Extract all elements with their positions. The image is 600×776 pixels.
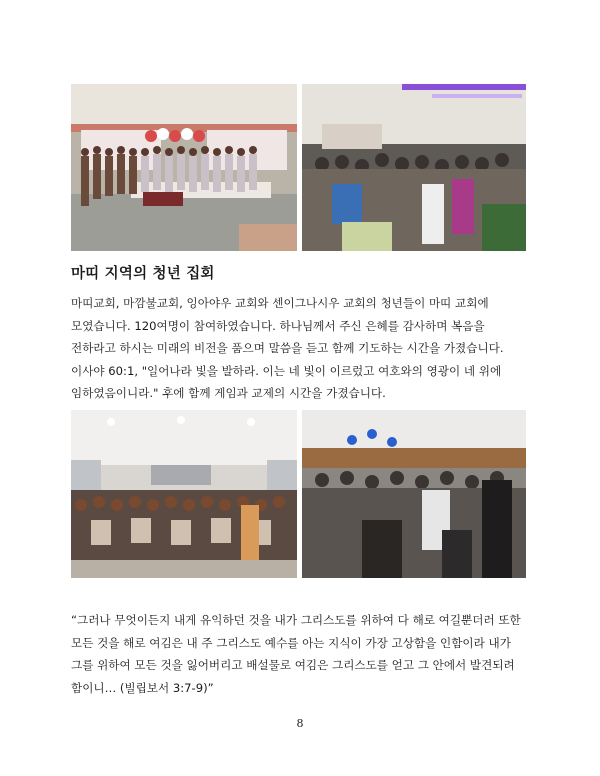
page-number: 8 bbox=[296, 717, 304, 730]
section-heading: 마띠 지역의 청년 집회 bbox=[71, 266, 215, 282]
scripture-quote bbox=[71, 609, 529, 699]
section-body bbox=[71, 292, 529, 405]
body-line: 이사야 60:1, "일어나라 빛을 발하라. 이는 네 빛이 이르렀고 여호와의 영광이 네 위에 bbox=[71, 363, 502, 378]
body-line: 마띠교회, 마깜불교회, 잉아야우 교회와 센이그나시우 교회의 청년들이 마띠 교회에 bbox=[71, 296, 489, 310]
quote-line: 함이니… (빌립보서 3:7-9)” bbox=[71, 680, 214, 695]
photo-youth-group-on-stage bbox=[71, 84, 297, 251]
quote-line: “그러나 무엇이든지 내게 유익하던 것을 내가 그리스도를 위하여 다 해로 여길뿐더러 또한 bbox=[71, 613, 521, 627]
body-line: 임하였음이니라." 후에 함께 게임과 교제의 시간을 가졌습니다. bbox=[71, 386, 386, 400]
photo-large-group-photo bbox=[71, 410, 297, 578]
quote-line: 모든 것을 해로 여김은 내 주 그리스도 예수를 아는 지식이 가장 고상함을 인함이라 내가 bbox=[71, 635, 511, 650]
quote-line: 그를 위하여 모든 것을 잃어버리고 배설물로 여김은 그리스도를 얻고 그 안에서 발견되려 bbox=[71, 658, 515, 672]
photo-fellowship-crowd-standing bbox=[302, 410, 526, 578]
body-line: 모였습니다. 120여명이 참여하였습니다. 하나님께서 주신 은혜를 감사하며 복음을 bbox=[71, 318, 485, 333]
body-line: 전하라고 하시는 미래의 비전을 품으며 말씀을 듣고 함께 기도하는 시간을 가졌습니다. bbox=[71, 341, 504, 355]
photo-worship-crowd-in-hall bbox=[302, 84, 526, 251]
